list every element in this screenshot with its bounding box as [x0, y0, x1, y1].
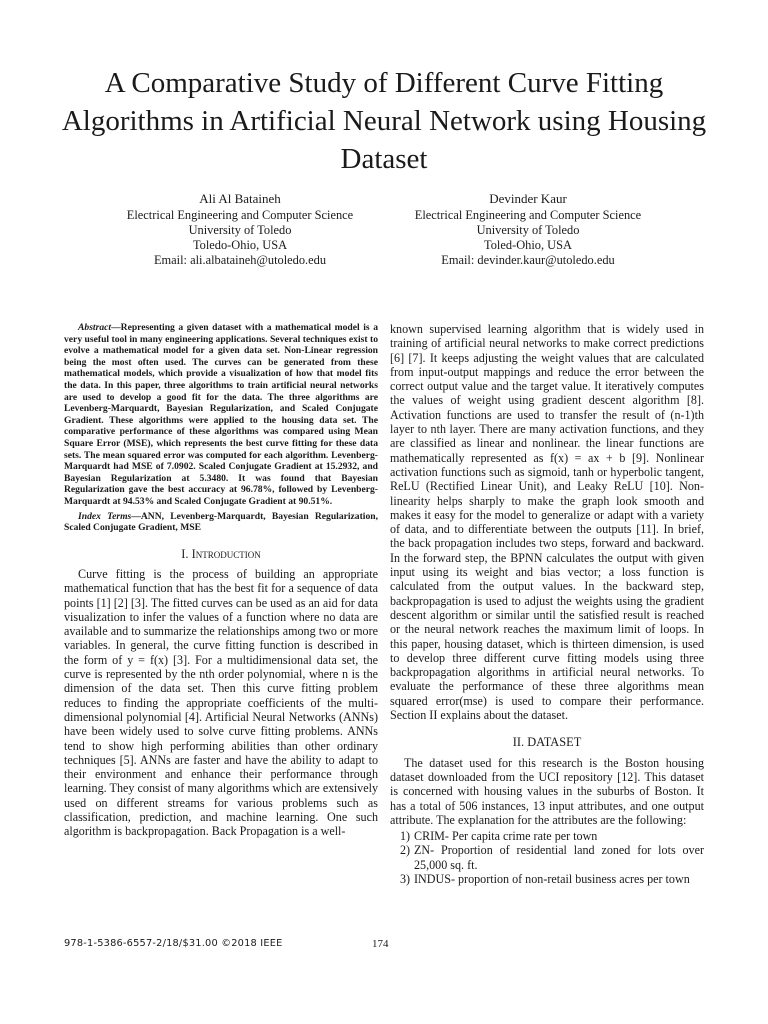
abstract [64, 322, 378, 508]
dataset-paragraph: The dataset used for this research is the Boston housing dataset downloaded from the UCI repository [12]. This dataset is concerned with housing values in the suburbs of Boston. It has a total of 506 instances, 13 input attributes, and one output attribute. The explanation for the attributes are the following: [390, 755, 704, 827]
list-item-number: 1) [400, 829, 411, 844]
section-number: II. [512, 735, 525, 750]
section-number: I. [181, 546, 189, 561]
intro-paragraph-continued: known supervised learning algorithm that is widely used in training of artificial neural networks to make correct predictions [6] [7]. It keeps adjusting the weight values that are calculated from input-output mappings and reduce the error between the correct output value and the target value. It iteratively computes the values of weight using gradient descent algorithm [8]. Activation functions are used to transfer the result of (n-1)th layer to nth layer. There are many activation functions, and they are classified as linear and nonlinear. the linear functions are mathematically represented as f(x) = ax + b [9]. Nonlinear activation functions such as sigmoid, tanh or hyperbolic tangent, ReLU (Rectified Linear Unit), and Leaky ReLU [10]. Non-linearity helps sharply to make the graph look smooth and makes it easy for the model to generalize or adapt with a variety of data, and to differentiate between the outputs [11]. In brief, the back propagation includes two steps, forward and backward. In the forward step, the BPNN calculates the output with given input using its weight and bias vector; a loss function is calculated from the output values. In the backward step, backpropagation is used to adjust the weights using the gradient descent algorithm or similar until the satisfied result is reached or the neural network reaches the maximum limit of loops. In this paper, housing dataset, which is thirteen dimension, is used to develop three different curve fitting models using three backpropagation algorithms in artificial neural networks. To evaluate the performance of these three algorithms mean squared error(mse) is used to compare their performance. Section II explains about the dataset. [390, 322, 704, 723]
section-heading-dataset [390, 735, 704, 749]
section-title: Introduction [191, 546, 261, 561]
index-terms-text: —ANN, Levenberg-Marquardt, Bayesian Regularization, Scaled Conjugate Gradient, MSE [64, 510, 378, 534]
index-terms-label: Index Terms [78, 510, 132, 522]
author-block-1 [90, 190, 390, 268]
section-title: DATASET [527, 735, 582, 750]
list-item-number: 3) [400, 871, 411, 886]
intro-paragraph: Curve fitting is the process of building an appropriate mathematical function that has the best fit for a sequence of data points [1] [2] [3]. The fitted curves can be used as an aid for data visualization to infer the values of a function where no data are available and to summarize the relationships among two or more variables. In general, the curve fitting function is described in the form of y = f(x) [3]. For a multidimensional data set, the curve is represented by the nth order polynomial, where n is the dimension of the data set. Then this curve fitting problem reduces to finding the appropriate coefficients of the multi-dimensional polynomial [4]. Artificial Neural Networks (ANNs) have been widely used to solve curve fitting problems. ANNs tend to show high performing abilities than other ordinary techniques [5]. ANNs are faster and have the ability to adapt to their environment and enhance their performance through learning. They consist of many algorithms which are extensively used on different streams for various problems such as classification, prediction, and machine learning. One such algorithm is backpropagation. Back Propagation is a well- [64, 566, 378, 839]
attribute-list [390, 829, 704, 886]
author-department: Electrical Engineering and Computer Science [414, 208, 642, 222]
paper-title: A Comparative Study of Different Curve Fitting Algorithms in Artificial Neural Network using Housing Dataset [61, 67, 707, 175]
author-university: University of Toledo [188, 223, 292, 237]
page-number: 174 [372, 938, 389, 950]
list-item-number: 2) [400, 843, 411, 858]
author-block-2 [378, 190, 678, 268]
index-terms [64, 511, 378, 534]
list-item [390, 872, 704, 886]
footer-copyright: 978-1-5386-6557-2/18/$31.00 ©2018 IEEE [64, 938, 283, 949]
left-column [64, 322, 378, 839]
abstract-label: Abstract [78, 322, 112, 333]
right-column [390, 322, 704, 886]
author-university: University of Toledo [476, 223, 580, 237]
author-location: Toled-Ohio, USA [484, 238, 572, 252]
list-item-text: ZN- Proportion of residential land zoned for lots over 25,000 sq. ft. [414, 843, 704, 872]
list-item [390, 829, 704, 843]
author-department: Electrical Engineering and Computer Science [126, 208, 354, 222]
author-location: Toledo-Ohio, USA [192, 238, 288, 252]
author-email: Email: devinder.kaur@utoledo.edu [441, 253, 615, 267]
author-name: Devinder Kaur [489, 191, 567, 206]
author-name: Ali Al Bataineh [199, 191, 281, 206]
section-heading-introduction [64, 547, 378, 561]
author-email: Email: ali.albataineh@utoledo.edu [153, 253, 327, 267]
list-item-text: CRIM- Per capita crime rate per town [414, 829, 598, 844]
abstract-text: —Representing a given dataset with a mathematical model is a very useful tool in many engineering applications. Several techniques exist to evolve a mathematical model for a given data set. Non-Linear regression being the most often used. The curves can be generated from these mathematical models, which provide a visualization of how that model fits the data. In this paper, three algorithms to train artificial neural networks are used to develop a good fit for the data. The three algorithms are Levenberg-Marquardt, Bayesian Regularization, and Scaled Conjugate Gradient. These algorithms were applied to the housing data set. The comparative performance of these algorithms was compared using Mean Square Error (MSE), which represents the best curve fitting for these data sets. The mean squared error was computed for each algorithm. Levenberg-Marquardt had MSE of 7.0902. Scaled Conjugate Gradient at 15.2932, and Bayesian Regularization at 5.3480. It was found that Bayesian Regularization gave the best accuracy at 96.78%, followed by Levenberg-Marquardt at 94.53% and Scaled Conjugate Gradient at 90.51%. [64, 322, 378, 507]
list-item-text: INDUS- proportion of non-retail business acres per town [414, 871, 690, 886]
list-item [390, 843, 704, 872]
